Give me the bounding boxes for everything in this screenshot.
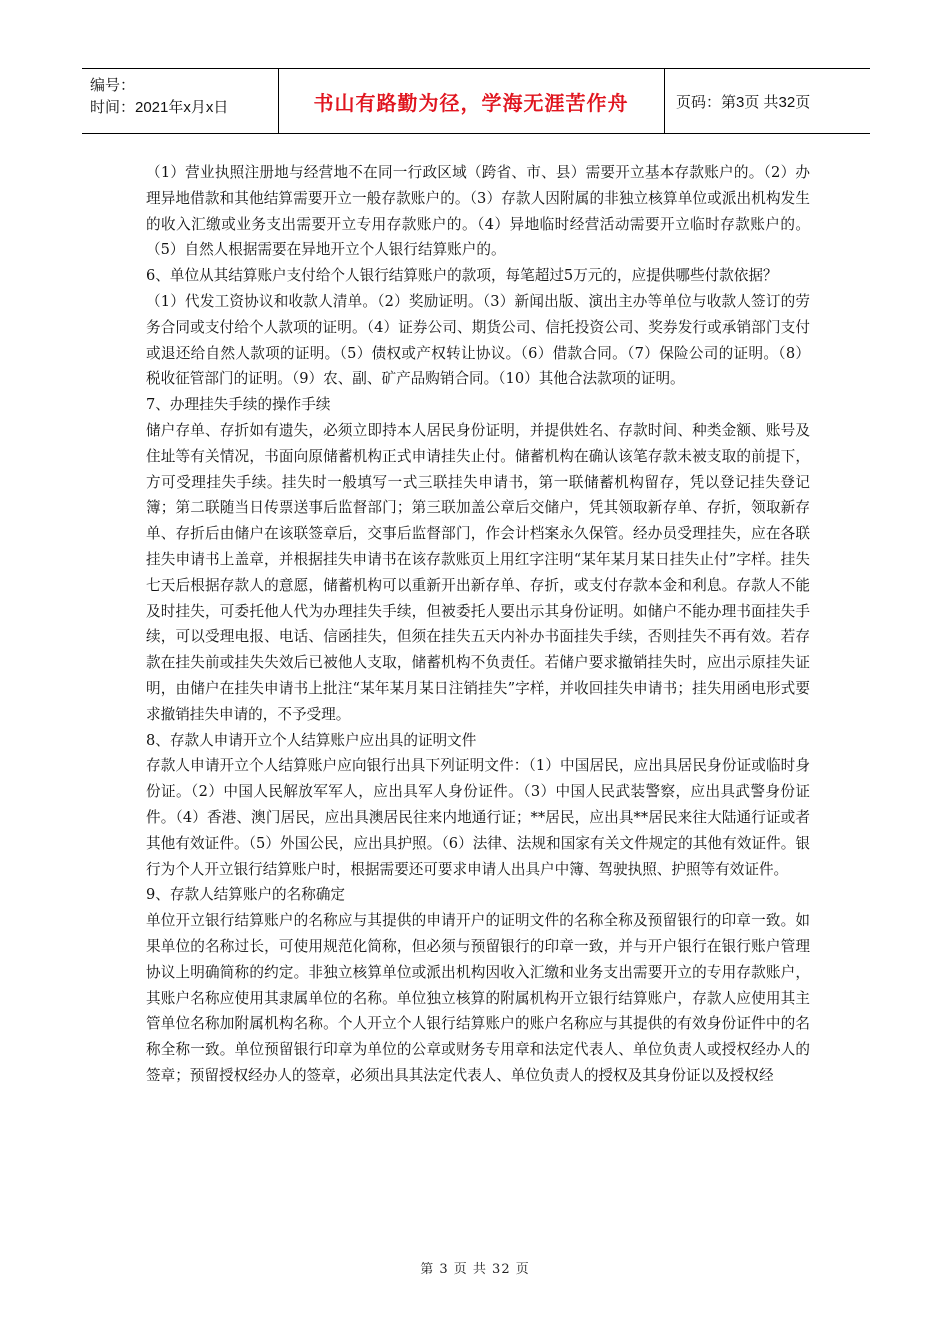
section-heading-9: 9、存款人结算账户的名称确定 [146, 886, 346, 904]
header-motto: 书山有路勤为径，学海无涯苦作舟 [313, 90, 629, 115]
section-heading-7: 7、办理挂失手续的操作手续 [146, 396, 331, 414]
section-heading-6: 6、单位从其结算账户支付给个人银行结算账户的款项，每笔超过5万元的，应提供哪些付款依据？ [146, 267, 778, 285]
header-meta [90, 75, 270, 119]
page-header [82, 68, 870, 134]
paragraph-account-cases: （1）营业执照注册地与经营地不在同一行政区域（跨省、市、县）需要开立基本存款账户的。（2）办理异地借款和其他结算需要开立一般存款账户的。（3）存款人因附属的非独立核算单位或派出机构发生的收入汇缴或业务支出需要开立专用存款账户的。（4）异地临时经营活动需要开立临时存款账户的。（5）自然人根据需要在异地开立个人银行结算账户的。 [146, 164, 810, 259]
header-page-info: 页码：第3页 共32页 [676, 93, 811, 111]
paragraph-payment-proofs: （1）代发工资协议和收款人清单。（2）奖励证明。（3）新闻出版、演出主办等单位与收款人签订的劳务合同或支付给个人款项的证明。（4）证券公司、期货公司、信托投资公司、奖券发行或承销部门支付或退还给自然人款项的证明。（5）债权或产权转让协议。（6）借款合同。（7）保险公司的证明。（8）税收征管部门的证明。（9）农、副、矿产品购销合同。（10）其他合法款项的证明。 [146, 292, 810, 388]
header-divider [664, 69, 665, 133]
paragraph-loss-report: 储户存单、存折如有遗失，必须立即持本人居民身份证明，并提供姓名、存款时间、种类金额、账号及住址等有关情况，书面向原储蓄机构正式申请挂失止付。储蓄机构在确认该笔存款未被支取的前提下，方可受理挂失手续。挂失时一般填写一式三联挂失申请书，第一联储蓄机构留存，凭以登记挂失登记簿；第二联随当日传票送事后监督部门；第三联加盖公章后交储户，凭其领取新存单、存折，领取新存单、存折后由储户在该联签章后，交事后监督部门，作会计档案永久保管。经办员受理挂失，应在各联挂失申请书上盖章，并根据挂失申请书在该存款账页上用红字注明“某年某月某日挂失止付”字样。挂失七天后根据存款人的意愿，储蓄机构可以重新开出新存单、存折，或支付存款本金和利息。存款人不能及时挂失，可委托他人代为办理挂失手续，但被委托人要出示其身份证明。如储户不能办理书面挂失手续，可以受理电报、电话、信函挂失，但须在挂失五天内补办书面挂失手续，否则挂失不再有效。若存款在挂失前或挂失失效后已被他人支取，储蓄机构不负责任。若储户要求撤销挂失时，应出示原挂失证明，由储户在挂失申请书上批注“某年某月某日注销挂失”字样，并收回挂失申请书；挂失用函电形式要求撤销挂失申请的，不予受理。 [146, 421, 810, 723]
document-number-label: 编号： [90, 77, 136, 94]
paragraph-id-documents: 存款人申请开立个人结算账户应向银行出具下列证明文件：（1）中国居民，应出具居民身份证或临时身份证。（2）中国人民解放军军人，应出具军人身份证件。（3）中国人民武装警察，应出具武警身份证件。（4）香港、澳门居民，应出具澳居民往来内地通行证；**居民，应出具**居民来往大陆通行证或者其他有效证件。（5）外国公民，应出具护照。（6）法律、法规和国家有关文件规定的其他有效证件。银行为个人开立银行结算账户时，根据需要还可要求申请人出具户中簿、驾驶执照、护照等有效证件。 [146, 757, 810, 878]
header-divider [278, 69, 279, 133]
paragraph-account-name: 单位开立银行结算账户的名称应与其提供的申请开户的证明文件的名称全称及预留银行的印章一致。如果单位的名称过长，可使用规范化简称，但必须与预留银行的印章一致，并与开户银行在银行账户管理协议上明确简称的约定。非独立核算单位或派出机构因收入汇缴和业务支出需要开立的专用存款账户，其账户名称应使用其隶属单位的名称。单位独立核算的附属机构开立银行结算账户，存款人应使用其主管单位名称加附属机构名称。个人开立个人银行结算账户的账户名称应与其提供的有效身份证件中的名称全称一致。单位预留银行印章为单位的公章或财务专用章和法定代表人、单位负责人或授权经办人的签章；预留授权经办人的签章，必须出具其法定代表人、单位负责人的授权及其身份证以及授权经 [146, 912, 810, 1084]
document-time-label: 时间：2021年x月x日 [90, 99, 229, 116]
page-footer: 第 3 页 共 32 页 [420, 1262, 530, 1277]
document-body [146, 160, 810, 1089]
section-heading-8: 8、存款人申请开立个人结算账户应出具的证明文件 [146, 731, 477, 749]
